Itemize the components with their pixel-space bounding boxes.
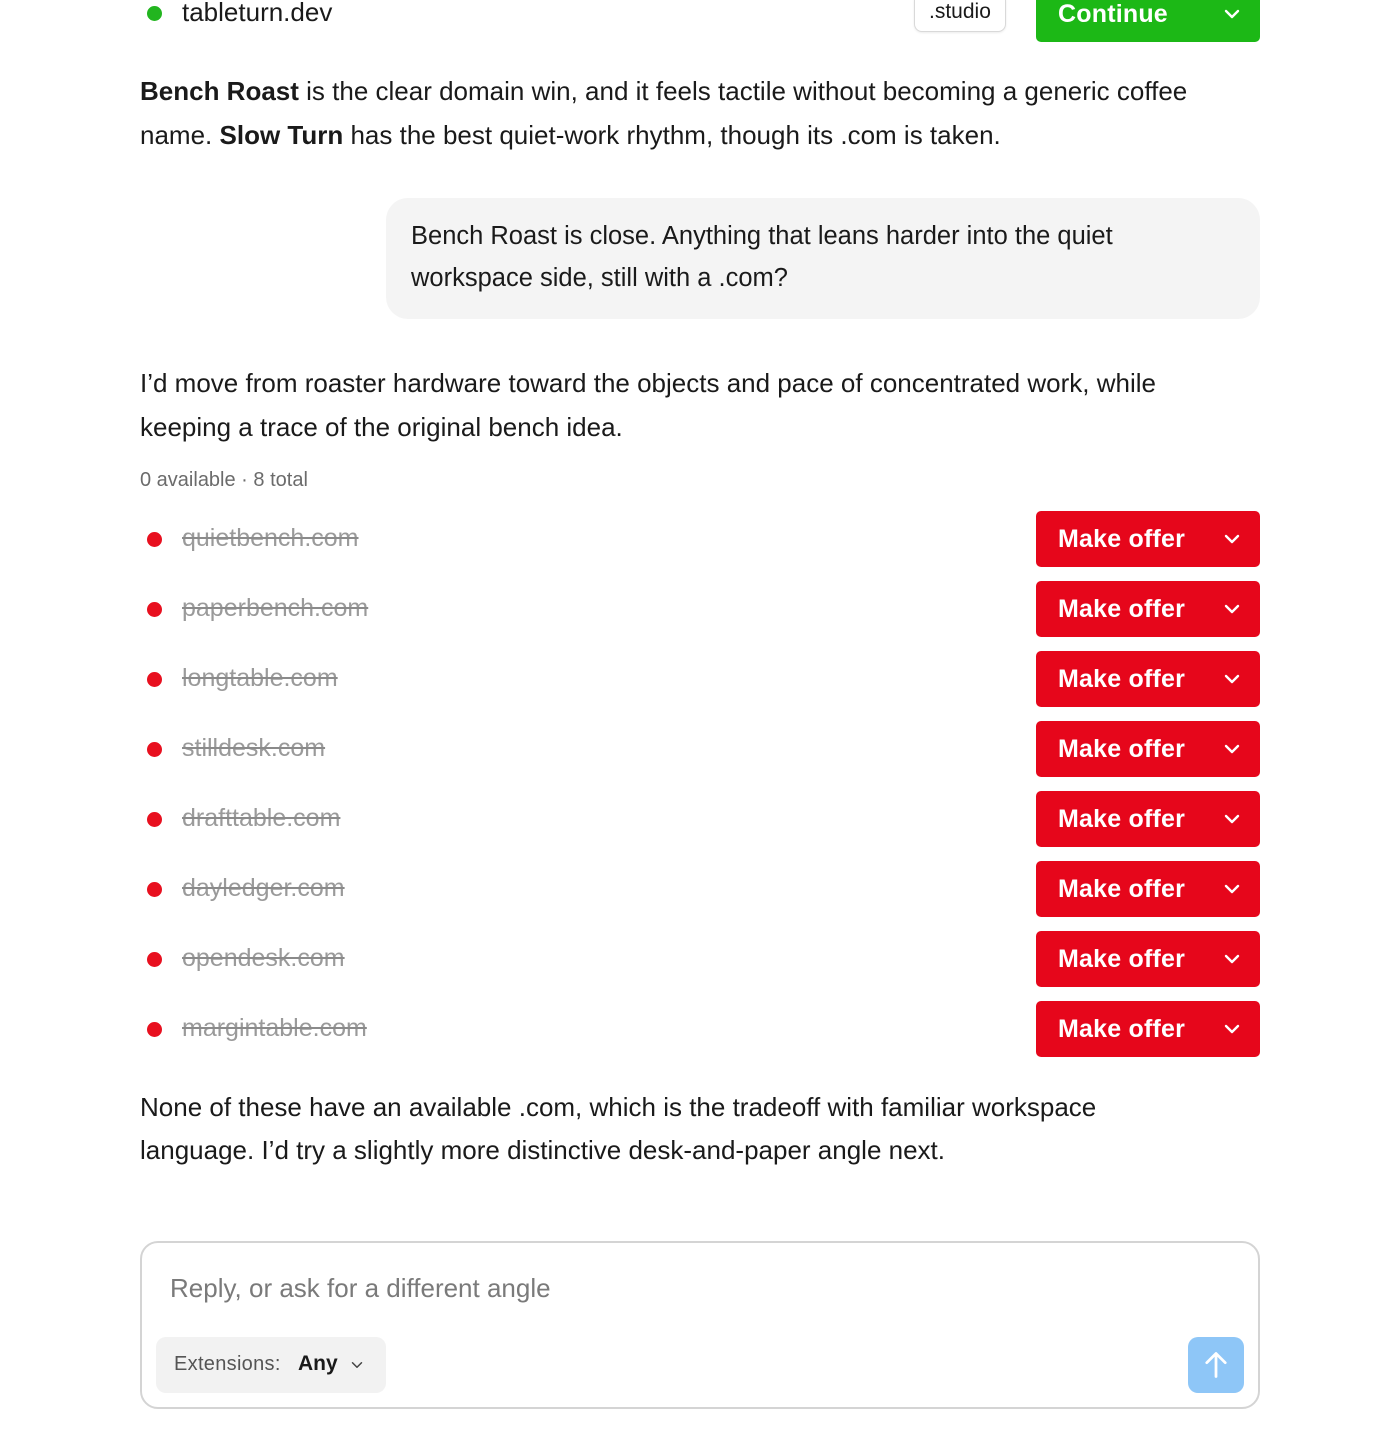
make-offer-label: Make offer bbox=[1058, 1014, 1186, 1043]
chevron-down-icon[interactable] bbox=[1220, 667, 1244, 691]
extensions-label: Extensions: bbox=[174, 1353, 281, 1375]
result-row bbox=[140, 721, 1260, 777]
result-row bbox=[140, 1001, 1260, 1057]
chevron-down-icon[interactable] bbox=[1220, 2, 1244, 26]
taken-status-dot bbox=[147, 532, 162, 547]
result-domain: dayledger.com bbox=[182, 874, 345, 902]
top-result-row bbox=[140, 0, 1260, 42]
taken-status-dot bbox=[147, 742, 162, 757]
assistant-reply: I’d move from roaster hardware toward the objects and pace of concentrated work, while keeping a trace of the original bench idea. bbox=[140, 368, 1156, 442]
result-row bbox=[140, 581, 1260, 637]
result-row bbox=[140, 651, 1260, 707]
result-domain: drafttable.com bbox=[182, 804, 341, 832]
result-row bbox=[140, 931, 1260, 987]
make-offer-label: Make offer bbox=[1058, 594, 1186, 623]
make-offer-label: Make offer bbox=[1058, 664, 1186, 693]
extension-badge[interactable]: .studio bbox=[914, 0, 1006, 32]
make-offer-label: Make offer bbox=[1058, 874, 1186, 903]
taken-status-dot bbox=[147, 812, 162, 827]
make-offer-button[interactable] bbox=[1036, 651, 1260, 707]
extensions-dropdown[interactable] bbox=[156, 1337, 386, 1393]
arrow-up-icon bbox=[1202, 1350, 1230, 1380]
extensions-value: Any bbox=[298, 1352, 338, 1375]
highlight-name: Bench Roast bbox=[140, 76, 299, 106]
taken-status-dot bbox=[147, 672, 162, 687]
chevron-down-icon[interactable] bbox=[1220, 597, 1244, 621]
result-domain: margintable.com bbox=[182, 1014, 367, 1042]
reply-input[interactable]: Reply, or ask for a different angle bbox=[170, 1273, 551, 1303]
result-domain: opendesk.com bbox=[182, 944, 345, 972]
result-row bbox=[140, 511, 1260, 567]
chevron-down-icon[interactable] bbox=[1220, 807, 1244, 831]
taken-status-dot bbox=[147, 1022, 162, 1037]
top-result-domain: tableturn.dev bbox=[182, 0, 333, 27]
make-offer-button[interactable] bbox=[1036, 931, 1260, 987]
chevron-down-icon[interactable] bbox=[1220, 737, 1244, 761]
assistant-closing-paragraph: None of these have an available .com, which is the tradeoff with familiar workspace language. I’d try a slightly more distinctive desk-and-paper angle next. bbox=[140, 1092, 1097, 1165]
taken-status-dot bbox=[147, 952, 162, 967]
result-domain: paperbench.com bbox=[182, 594, 369, 622]
chevron-down-icon[interactable] bbox=[1220, 947, 1244, 971]
chevron-down-icon[interactable] bbox=[1220, 527, 1244, 551]
chevron-down-icon bbox=[348, 1356, 366, 1374]
result-domain: stilldesk.com bbox=[182, 734, 326, 762]
make-offer-button[interactable] bbox=[1036, 1001, 1260, 1057]
user-message-bubble: Bench Roast is close. Anything that leans harder into the quiet workspace side, still with a .com? bbox=[386, 198, 1260, 319]
make-offer-label: Make offer bbox=[1058, 524, 1186, 553]
reply-composer[interactable] bbox=[140, 1241, 1260, 1409]
result-row bbox=[140, 791, 1260, 847]
taken-status-dot bbox=[147, 602, 162, 617]
assistant-summary-paragraph: Bench Roast is the clear domain win, and it feels tactile without becoming a generic coffee name. Slow Turn has the best quiet-work rhythm, though its .com is taken. bbox=[140, 76, 1188, 150]
send-button[interactable] bbox=[1188, 1337, 1244, 1393]
make-offer-button[interactable] bbox=[1036, 861, 1260, 917]
highlight-name: Slow Turn bbox=[219, 120, 344, 150]
results-summary: 0 available · 8 total bbox=[140, 469, 308, 491]
continue-button-label: Continue bbox=[1058, 0, 1168, 28]
make-offer-button[interactable] bbox=[1036, 791, 1260, 847]
result-domain: quietbench.com bbox=[182, 524, 359, 552]
make-offer-button[interactable] bbox=[1036, 511, 1260, 567]
make-offer-button[interactable] bbox=[1036, 581, 1260, 637]
continue-button[interactable] bbox=[1036, 0, 1260, 42]
make-offer-label: Make offer bbox=[1058, 804, 1186, 833]
available-status-dot bbox=[147, 6, 162, 21]
taken-status-dot bbox=[147, 882, 162, 897]
make-offer-button[interactable] bbox=[1036, 721, 1260, 777]
result-row bbox=[140, 861, 1260, 917]
chevron-down-icon[interactable] bbox=[1220, 877, 1244, 901]
make-offer-label: Make offer bbox=[1058, 734, 1186, 763]
result-domain: longtable.com bbox=[182, 664, 338, 692]
make-offer-label: Make offer bbox=[1058, 944, 1186, 973]
chevron-down-icon[interactable] bbox=[1220, 1017, 1244, 1041]
